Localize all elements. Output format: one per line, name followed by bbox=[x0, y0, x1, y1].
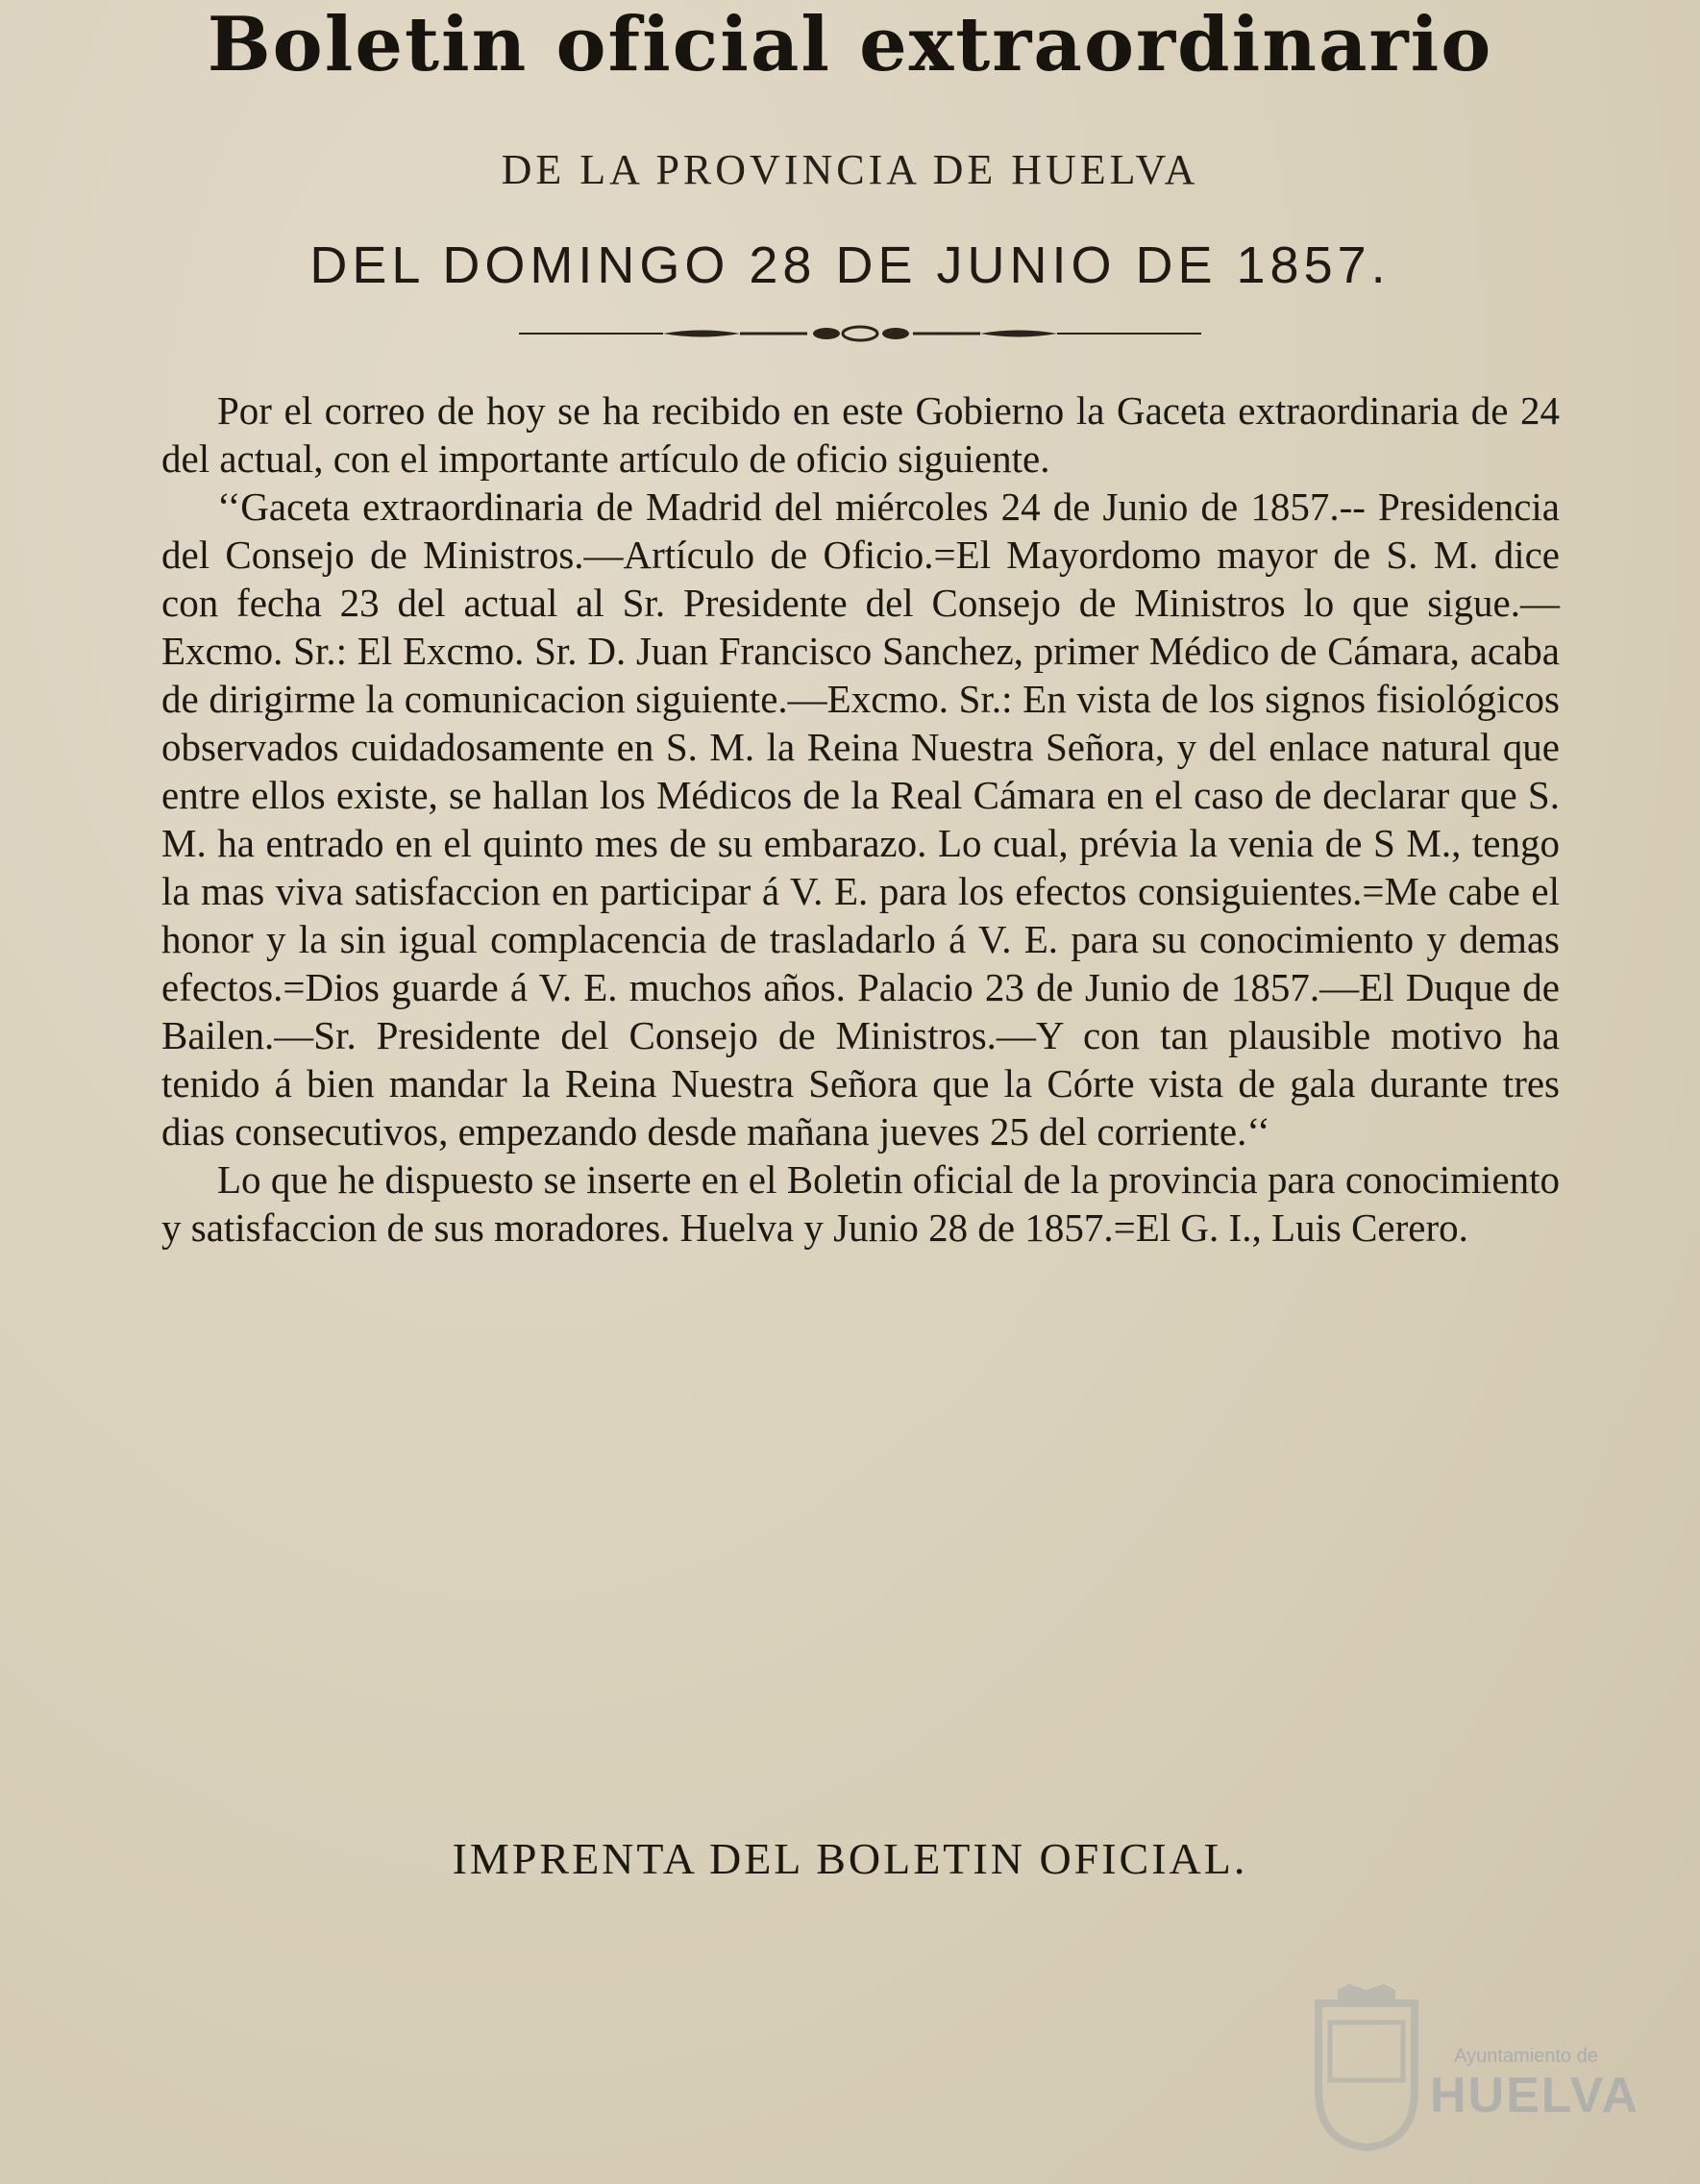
watermark-label: Ayuntamiento de bbox=[1454, 2046, 1598, 2067]
watermark-city-name: HUELVA bbox=[1430, 2068, 1640, 2123]
province-subtitle: DE LA PROVINCIA DE HUELVA bbox=[501, 146, 1199, 193]
issue-date: DEL DOMINGO 28 DE JUNIO DE 1857. bbox=[309, 236, 1391, 294]
printer-imprint: IMPRENTA DEL BOLETIN OFICIAL. bbox=[452, 1834, 1248, 1883]
gaceta-quote-paragraph: ‘‘Gaceta extraordinaria de Madrid del miércoles 24 de Junio de 1857.-- Presidencia del Consejo de Ministros.—Artículo de Oficio.=El Mayordomo mayor de S. M. dice con fecha 23 del actual al Sr. Presidente del Consejo de Ministros lo que sigue.—Excmo. Sr.: El Excmo. Sr. D. Juan Francisco Sanchez, primer Médico de Cámara, acaba de dirigirme la comunicacion siguiente.—Excmo. Sr.: En vista de los signos fisiológicos observados cuidadosamente en S. M. la Reina Nuestra Señora, y del enlace natural que entre ellos existe, se hallan los Médicos de la Real Cámara en el caso de declarar que S. M. ha entrado en el quinto mes de su embarazo. Lo cual, prévia la venia de S M., tengo la mas viva satisfaccion en participar á V. E. para los efectos consiguientes.=Me cabe el honor y la sin igual complacencia de trasladarlo á V. E. para su conocimiento y demas efectos.=Dios guarde á V. E. muchos años. Palacio 23 de Junio de 1857.—El Duque de Bailen.—Sr. Presidente del Consejo de Ministros.—Y con tan plausible motivo ha tenido á bien mandar la Reina Nuestra Señora que la Córte vista de gala durante tres dias consecutivos, empezando desde mañana jueves 25 del corriente.‘‘ bbox=[161, 484, 1560, 1154]
closing-paragraph: Lo que he dispuesto se inserte en el Boletin oficial de la provincia para conocimiento y satisfaccion de sus moradores. Huelva y Junio 28 de 1857.=El G. I., Luis Cerero. bbox=[161, 1157, 1560, 1250]
bulletin-body bbox=[161, 386, 1560, 1252]
bulletin-title: Boletin oficial extraordinario bbox=[207, 1, 1493, 88]
intro-paragraph: Por el correo de hoy se ha recibido en este Gobierno la Gaceta extraordinaria de 24 del actual, con el importante artículo de oficio siguiente. bbox=[161, 388, 1560, 481]
ornamental-divider bbox=[519, 323, 1201, 344]
